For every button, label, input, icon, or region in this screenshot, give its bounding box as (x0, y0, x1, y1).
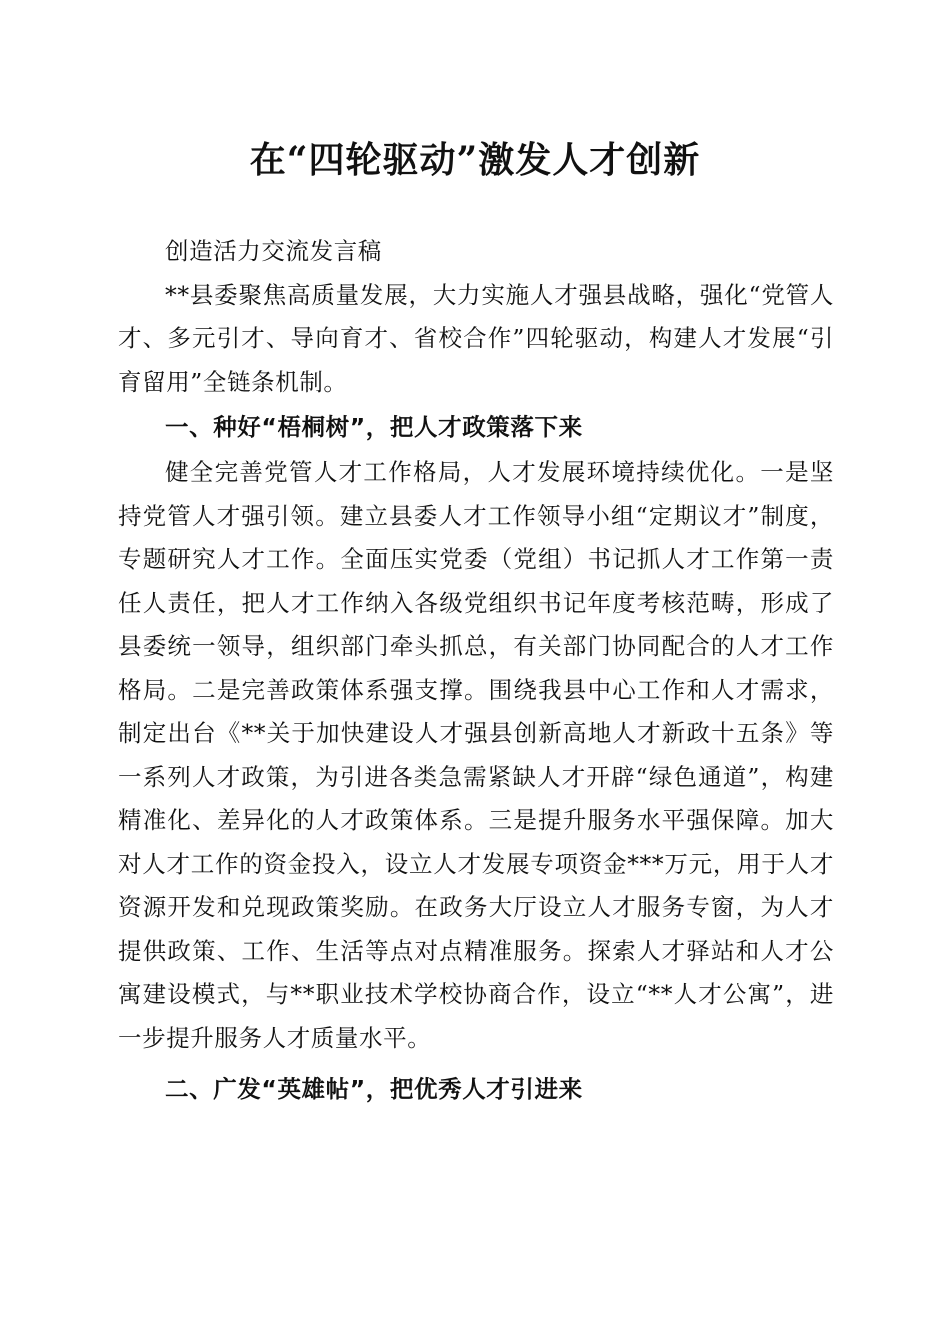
section-1-heading: 一、种好“梧桐树”，把人才政策落下来 (165, 413, 583, 441)
document-body (118, 230, 834, 1113)
intro-paragraph: **县委聚焦高质量发展，大力实施人才强县战略，强化“党管人才、多元引才、导向育才、省校合作”四轮驱动，构建人才发展“引育留用”全链条机制。 (118, 280, 834, 396)
document-subtitle: 创造活力交流发言稿 (165, 237, 382, 265)
section-1-paragraph: 健全完善党管人才工作格局，人才发展环境持续优化。一是坚持党管人才强引领。建立县委人才工作领导小组“定期议才”制度，专题研究人才工作。全面压实党委（党组）书记抓人才工作第一责任人责任，把人才工作纳入各级党组织书记年度考核范畴，形成了县委统一领导，组织部门牵头抓总，有关部门协同配合的人才工作格局。二是完善政策体系强支撑。围绕我县中心工作和人才需求，制定出台《**关于加快建设人才强县创新高地人才新政十五条》等一系列人才政策，为引进各类急需紧缺人才开辟“绿色通道”，构建精准化、差异化的人才政策体系。三是提升服务水平强保障。加大对人才工作的资金投入，设立人才发展专项资金***万元，用于人才资源开发和兑现政策奖励。在政务大厅设立人才服务专窗，为人才提供政策、工作、生活等点对点精准服务。探索人才驿站和人才公寓建设模式，与**职业技术学校协商合作，设立“**人才公寓”，进一步提升服务人才质量水平。 (118, 458, 834, 1052)
section-2-heading: 二、广发“英雄帖”，把优秀人才引进来 (165, 1075, 583, 1103)
document-title: 在“四轮驱动”激发人才创新 (249, 139, 701, 181)
